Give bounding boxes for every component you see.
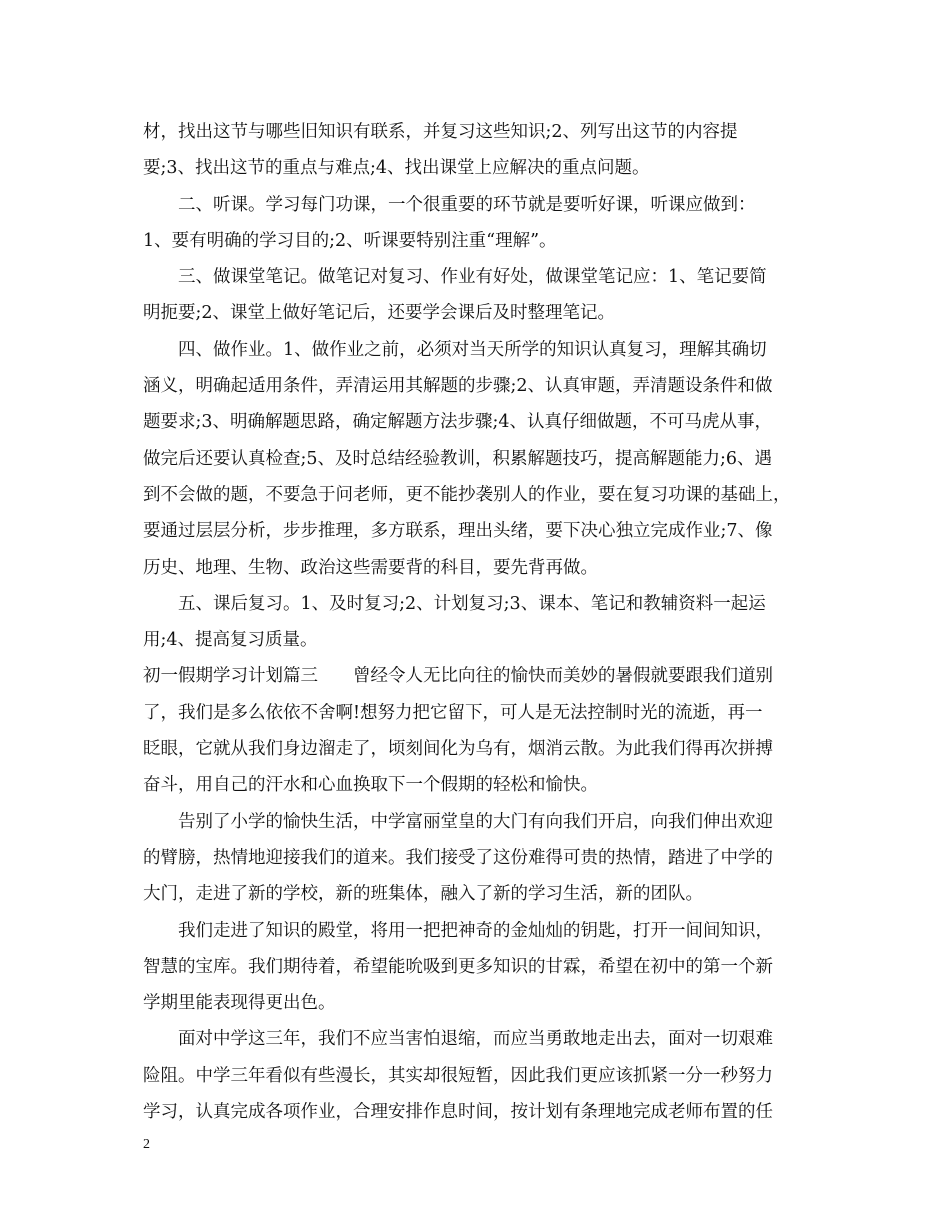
text-line: 四、做作业。1、做作业之前，必须对当天所学的知识认真复习，理解其确切 [178,339,767,360]
text-line: 五、课后复习。1、及时复习;2、计划复习;3、课本、笔记和教辅资料一起运 [178,593,766,614]
text-line: 我们走进了知识的殿堂，将用一把把神奇的金灿灿的钥匙，打开一间间知识， [178,920,773,941]
text-line: 要;3、找出这节的重点与难点;4、找出课堂上应解决的重点问题。 [143,158,650,179]
text-line: 历史、地理、生物、政治这些需要背的科目，要先背再做。 [143,557,598,578]
body-text [143,114,825,1130]
text-line: 奋斗，用自己的汗水和心血换取下一个假期的轻松和愉快。 [143,775,598,796]
text-line: 智慧的宝库。我们期待着，希望能吮吸到更多知识的甘霖，希望在初中的第一个新 [143,956,773,977]
text-line: 二、听课。学习每门功课，一个很重要的环节就是要听好课，听课应做到： [178,194,756,215]
text-line: 做完后还要认真检查;5、及时总结经验教训，积累解题技巧，提高解题能力;6、遇 [143,448,773,469]
text-line: 的臂膀，热情地迎接我们的道来。我们接受了这份难得可贵的热情，踏进了中学的 [143,847,773,868]
page-number: 2 [143,1137,150,1152]
text-line: 学习，认真完成各项作业，合理安排作息时间，按计划有条理地完成老师布置的任 [143,1102,773,1123]
text-line: 题要求;3、明确解题思路，确定解题方法步骤;4、认真仔细做题，不可马虎从事， [143,412,773,433]
text-line: 面对中学这三年，我们不应当害怕退缩，而应当勇敢地走出去，面对一切艰难 [178,1029,773,1050]
section-heading-line: 初一假期学习计划篇三 曾经令人无比向往的愉快而美妙的暑假就要跟我们道别 [143,666,773,687]
text-line: 大门，走进了新的学校，新的班集体，融入了新的学习生活，新的团队。 [143,884,703,905]
text-line: 到不会做的题，不要急于问老师，更不能抄袭别人的作业，要在复习功课的基础上， [143,484,791,505]
text-line: 了，我们是多么依依不舍啊!想努力把它留下，可人是无法控制时光的流逝，再一 [143,702,763,723]
text-line: 要通过层层分析，步步推理，多方联系，理出头绪，要下决心独立完成作业;7、像 [143,521,773,542]
text-line: 三、做课堂笔记。做笔记对复习、作业有好处，做课堂笔记应：1、笔记要简 [178,267,767,288]
text-line: 眨眼，它就从我们身边溜走了，顷刻间化为乌有，烟消云散。为此我们得再次拼搏 [143,739,773,760]
text-line: 用;4、提高复习质量。 [143,630,318,651]
text-line: 明扼要;2、课堂上做好笔记后，还要学会课后及时整理笔记。 [143,303,616,324]
text-line: 材，找出这节与哪些旧知识有联系，并复习这些知识;2、列写出这节的内容提 [143,122,738,142]
text-line: 学期里能表现得更出色。 [143,993,336,1014]
text-line: 1、要有明确的学习目的;2、听课要特别注重“理解”。 [143,230,557,251]
text-line: 险阻。中学三年看似有些漫长，其实却很短暂，因此我们更应该抓紧一分一秒努力 [143,1065,773,1086]
text-line: 告别了小学的愉快生活，中学富丽堂皇的大门有向我们开启，向我们伸出欢迎 [178,811,773,832]
text-line: 涵义，明确起适用条件，弄清运用其解题的步骤;2、认真审题，弄清题设条件和做 [143,376,773,397]
